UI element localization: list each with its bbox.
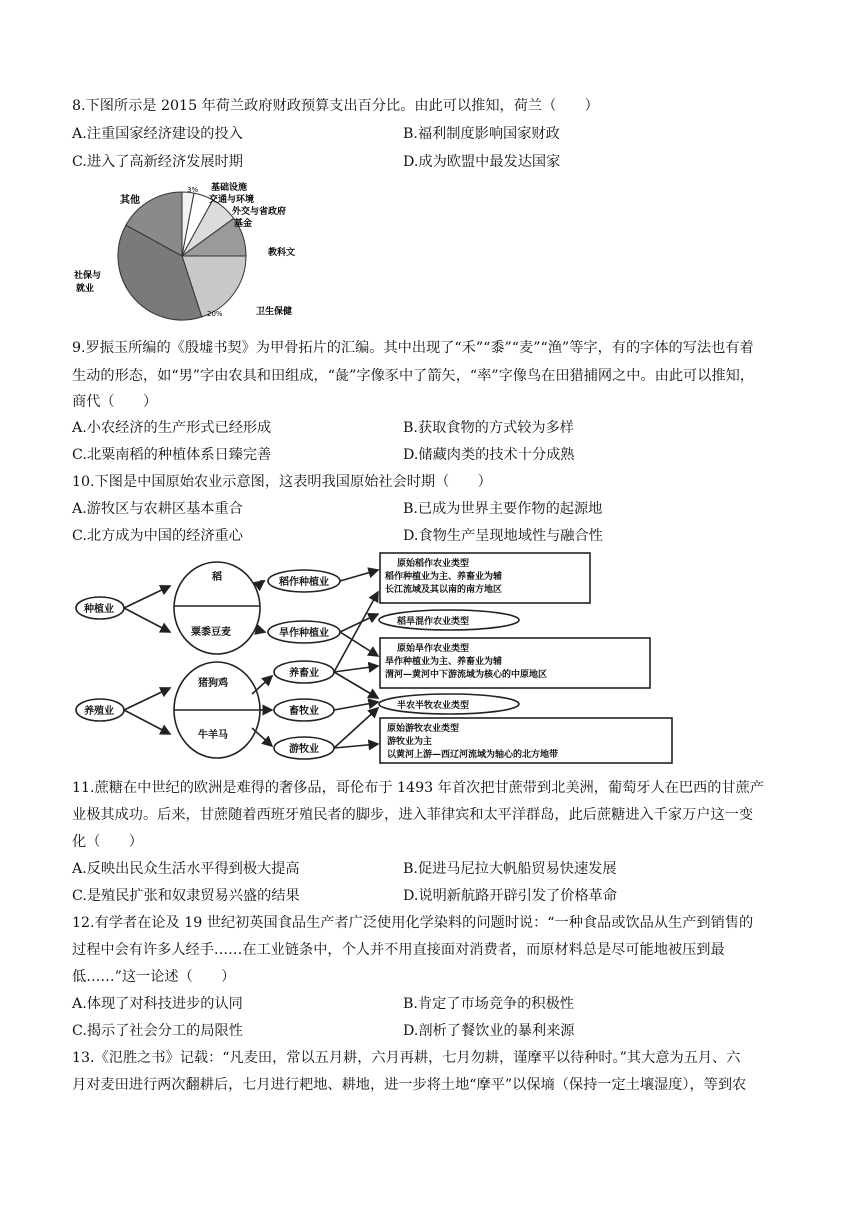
box3-line2: 渭河—黄河中下游流域为核心的中原地区 [385, 670, 548, 680]
value-label-3: 3% [187, 186, 199, 194]
q9-stem-line-3: 商代（ ） [72, 394, 158, 410]
box1-line1: 稻作种植业为主、养畜业为辅 [385, 572, 503, 582]
box1-line2: 长江流域及其以南的南方地区 [385, 585, 503, 595]
q12-option-b: B.肯定了市场竞争的积极性 [403, 996, 574, 1012]
q9-option-b: B.获取食物的方式较为多样 [403, 420, 574, 436]
q11-option-b: B.促进马尼拉大帆船贸易快速发展 [403, 861, 617, 877]
q9-stem-line-2: 生动的形态，如“男”字由农具和田组成，“彘”字像豕中了箭矢，“率”字像鸟在田猎捕网之中。由此可以推知， [72, 368, 754, 384]
q8-option-c: C.进入了高新经济发展时期 [72, 154, 243, 170]
box4-text: 半农半牧农业类型 [397, 701, 470, 711]
box5-line2: 以黄河上游—西辽河流域为轴心的北方地带 [387, 750, 559, 760]
q12-option-a: A.体现了对科技进步的认同 [72, 996, 243, 1012]
label-social-2: 就业 [76, 284, 95, 294]
label-foreign-2: 基金 [234, 219, 253, 229]
q11-stem-line-1: 11.蔗糖在中世纪的欧洲是难得的奢侈品，哥伦布于 1493 年首次把甘蔗带到北美洲，葡萄牙人在巴西的甘蔗产 [72, 780, 764, 796]
label-foreign-1: 外交与省政府 [232, 207, 287, 217]
q10-option-d: D.食物生产呈现地域性与融合性 [403, 528, 603, 544]
label-transport: 交通与环境 [209, 195, 255, 205]
livestock-label: 养畜业 [289, 668, 319, 679]
rice-label: 稻 [212, 572, 222, 583]
rice-farming-label: 稻作种植业 [279, 577, 329, 588]
label-infra: 基础设施 [211, 183, 248, 193]
q11-stem-line-3: 化（ ） [72, 834, 143, 850]
breeding-label: 养殖业 [84, 706, 114, 717]
q8-option-a: A.注重国家经济建设的投入 [72, 126, 243, 142]
value-label-20: 20% [207, 310, 223, 318]
q12-stem-line-3: 低……”这一论述（ ） [72, 969, 236, 985]
q10-stem: 10.下图是中国原始农业示意图，这表明我国原始社会时期（ ） [72, 474, 492, 490]
q13-stem-line-1: 13.《氾胜之书》记载：“凡麦田，常以五月耕，六月再耕，七月勿耕，谨摩平以待种时。”其大意为五月、六 [72, 1050, 741, 1066]
box1-title: 原始稻作农业类型 [397, 559, 470, 569]
q8-option-b: B.福利制度影响国家财政 [403, 126, 560, 142]
q11-option-c: C.是殖民扩张和奴隶贸易兴盛的结果 [72, 888, 300, 904]
label-social-1: 社保与 [74, 271, 102, 281]
q12-option-d: D.剖析了餐饮业的暴利来源 [403, 1023, 575, 1039]
q12-option-c: C.揭示了社会分工的局限性 [72, 1023, 243, 1039]
dry-farming-label: 旱作种植业 [279, 628, 329, 639]
box2-text: 稻旱混作农业类型 [397, 617, 470, 627]
box5-title: 原始游牧农业类型 [387, 724, 460, 734]
q9-option-d: D.储藏肉类的技术十分成熟 [403, 447, 575, 463]
q10-option-b: B.已成为世界主要作物的起源地 [403, 501, 603, 517]
box5-line1: 游牧业为主 [387, 737, 433, 747]
q10-option-a: A.游牧区与农耕区基本重合 [72, 501, 243, 517]
label-health: 卫生保健 [256, 307, 293, 317]
cattle-label: 牛羊马 [198, 730, 228, 741]
label-edu: 教科文 [268, 248, 296, 258]
pie-chart [72, 178, 342, 328]
q11-option-d: D.说明新航路开辟引发了价格革命 [403, 888, 618, 904]
q11-option-a: A.反映出民众生活水平得到极大提高 [72, 861, 300, 877]
q10-option-c: C.北方成为中国的经济重心 [72, 528, 243, 544]
q9-option-c: C.北粟南稻的种植体系日臻完善 [72, 447, 272, 463]
agriculture-diagram [72, 548, 792, 766]
q11-stem-line-2: 业极其成功。后来，甘蔗随着西班牙殖民者的脚步，进入菲律宾和太平洋群岛，此后蔗糖进入千家万户这一变 [72, 807, 754, 823]
millet-label: 粟黍豆麦 [191, 627, 231, 638]
q12-stem-line-1: 12.有学者在论及 19 世纪初英国食品生产者广泛使用化学染料的问题时说：“一种食品或饮品从生产到销售的 [72, 915, 754, 931]
planting-label: 种植业 [84, 604, 114, 615]
q9-stem-line-1: 9.罗振玉所编的《殷墟书契》为甲骨拓片的汇编。其中出现了“禾”“黍”“麦”“渔”等字，有的字体的写法也有着 [72, 340, 754, 356]
pigs-label: 猪狗鸡 [198, 678, 228, 689]
q12-stem-line-2: 过程中会有许多人经手……在工业链条中，个人并不用直接面对消费者，而原材料总是尽可能地被压到最 [72, 942, 725, 958]
label-other: 其他 [120, 195, 140, 206]
q8-option-d: D.成为欧盟中最发达国家 [403, 154, 561, 170]
q13-stem-line-2: 月对麦田进行两次翻耕后，七月进行耙地、耕地，进一步将土地“摩平”以保墒（保持一定土壤湿度），等到农 [72, 1077, 747, 1093]
box3-title: 原始旱作农业类型 [397, 644, 470, 654]
nomadic-label: 游牧业 [289, 744, 319, 755]
box3-line1: 旱作种植业为主、养畜业为辅 [385, 657, 503, 667]
q8-stem: 8.下图所示是 2015 年荷兰政府财政预算支出百分比。由此可以推知，荷兰（ ） [72, 98, 599, 114]
husbandry-label: 畜牧业 [289, 706, 319, 717]
q9-option-a: A.小农经济的生产形式已经形成 [72, 420, 272, 436]
